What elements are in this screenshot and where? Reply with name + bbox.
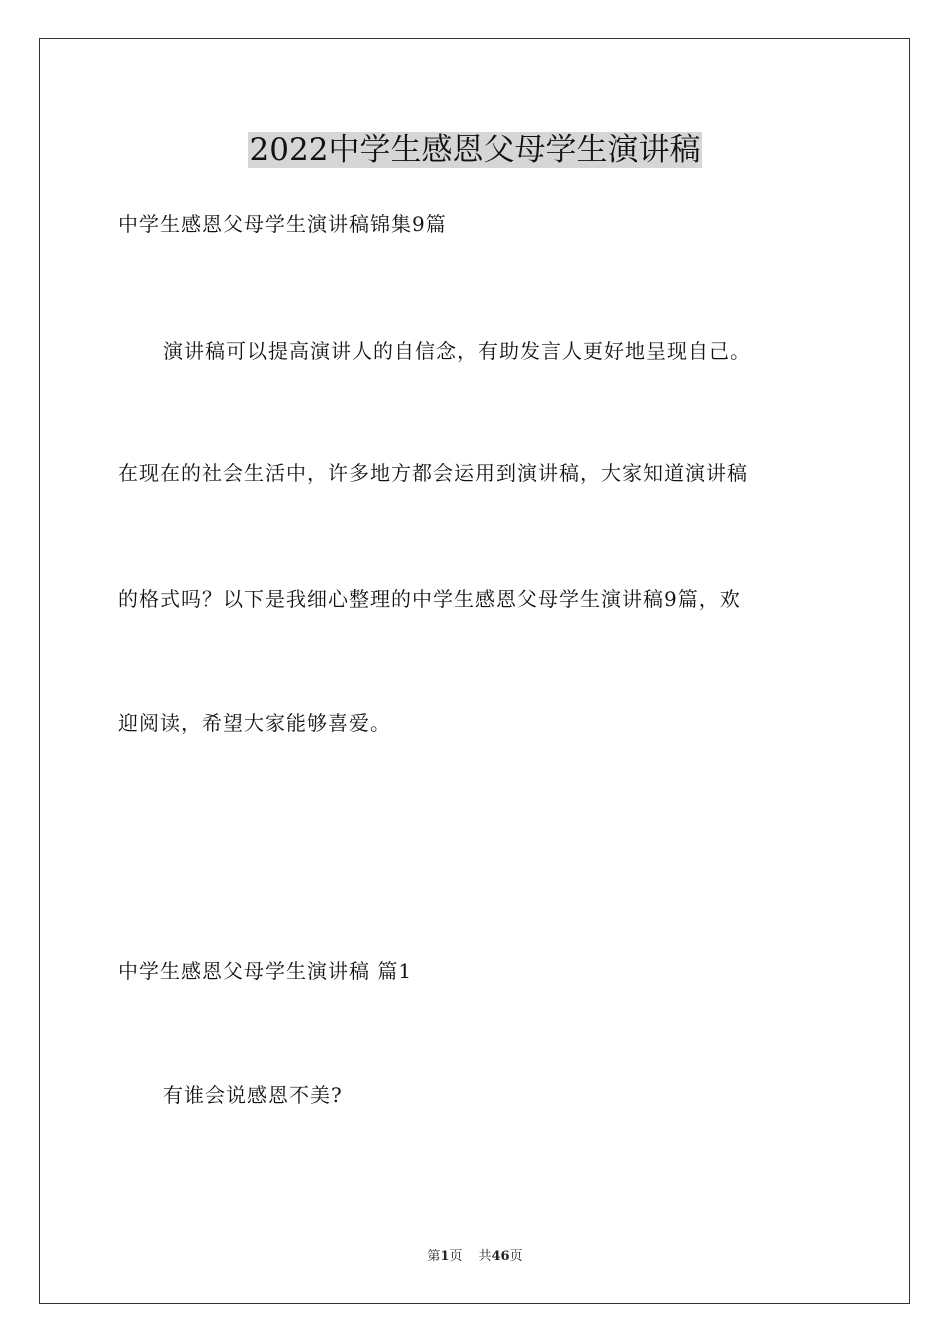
document-subtitle: 中学生感恩父母学生演讲稿锦集9篇 xyxy=(118,212,447,236)
document-title-text: 2022中学生感恩父母学生演讲稿 xyxy=(249,132,701,168)
intro-paragraph-line: 演讲稿可以提高演讲人的自信念，有助发言人更好地呈现自己。 xyxy=(163,339,751,363)
footer-total-suffix: 页 xyxy=(509,1249,523,1264)
footer-page-suffix: 页 xyxy=(449,1249,463,1264)
intro-paragraph-line: 迎阅读，希望大家能够喜爱。 xyxy=(118,711,391,735)
document-title xyxy=(0,128,950,172)
intro-paragraph-line: 的格式吗？以下是我细心整理的中学生感恩父母学生演讲稿9篇，欢 xyxy=(118,587,741,611)
footer-page-prefix: 第 xyxy=(427,1249,441,1264)
footer-total-prefix: 共 xyxy=(478,1249,492,1264)
section-heading: 中学生感恩父母学生演讲稿 篇1 xyxy=(118,959,413,983)
footer-page-number: 1 xyxy=(440,1249,450,1264)
footer-total-pages: 46 xyxy=(491,1249,510,1264)
intro-paragraph-line: 在现在的社会生活中，许多地方都会运用到演讲稿，大家知道演讲稿 xyxy=(118,461,748,485)
page-footer xyxy=(0,1248,950,1266)
section-paragraph-line: 有谁会说感恩不美? xyxy=(163,1083,343,1107)
